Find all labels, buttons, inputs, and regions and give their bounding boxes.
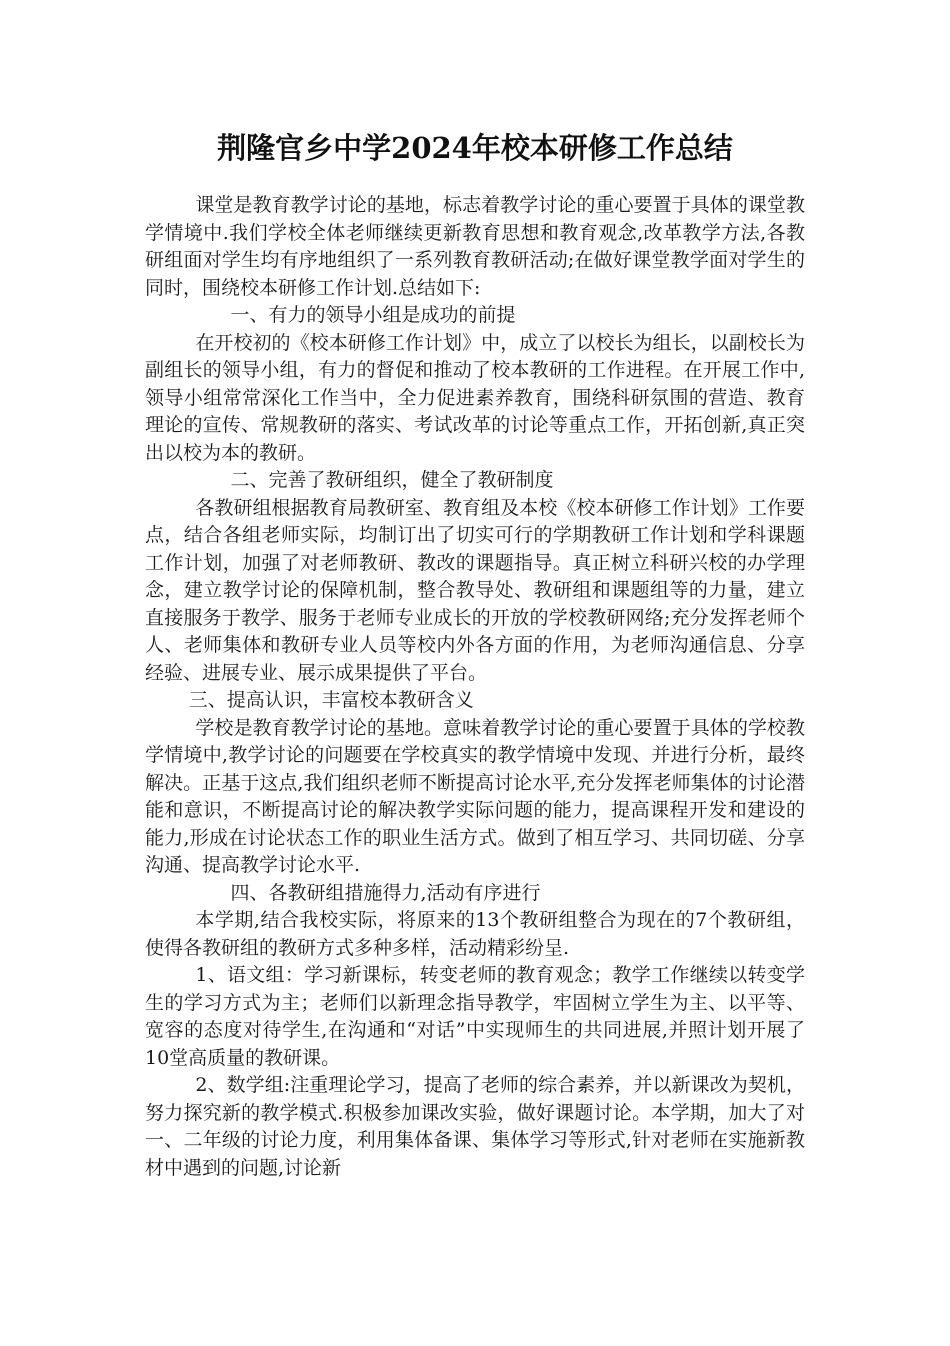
section-heading-1: 一、有力的领导小组是成功的前提 xyxy=(230,304,516,326)
document-body xyxy=(145,192,805,1182)
section-heading-4: 四、各教研组措施得力,活动有序进行 xyxy=(230,881,541,904)
paragraph-section-1: 在开校初的《校本研修工作计划》中，成立了以校长为组长，以副校长为副组长的领导小组，有力的督促和推动了校本教研的工作进程。在开展工作中,领导小组常常深化工作当中，全力促进素养教育，围绕科研氛围的营造、教育理论的宣传、常规教研的落实、考试改革的讨论等重点工作，开拓创新,真正突出以校为本的教研。 xyxy=(145,331,805,464)
document-title: 荆隆官乡中学2024年校本研修工作总结 xyxy=(217,131,733,165)
paragraph-section-4: 本学期,结合我校实际，将原来的13个教研组整合为现在的7个教研组，使得各教研组的教研方式多种多样，活动精彩纷呈. xyxy=(145,909,805,959)
paragraph-section-2: 各教研组根据教育局教研室、教育组及本校《校本研修工作计划》工作要点，结合各组老师实际，均制订出了切实可行的学期教研工作计划和学科课题工作计划，加强了对老师教研、教改的课题指导。真正树立科研兴校的办学理念，建立教学讨论的保障机制，整合教导处、教研组和课题组等的力量，建立直接服务于教学、服务于老师专业成长的开放的学校教研网络;充分发挥老师个人、老师集体和教研专业人员等校内外各方面的作用，为老师沟通信息、分享经验、进展专业、展示成果提供了平台。 xyxy=(145,496,805,684)
paragraph-intro: 课堂是教育教学讨论的基地，标志着教学讨论的重心要置于具体的课堂教学情境中.我们学校全体老师继续更新教育思想和教育观念,改革教学方法,各教研组面对学生均有序地组织了一系列教育教研活动;在做好课堂教学面对学生的同时，围绕校本研修工作计划.总结如下: xyxy=(145,194,805,299)
paragraph-math-group: 2、数学组:注重理论学习，提高了老师的综合素养，并以新课改为契机，努力探究新的教学模式.积极参加课改实验，做好课题讨论。本学期，加大了对一、二年级的讨论力度，利用集体备课、集体学习等形式,针对老师在实施新教材中遇到的问题,讨论新 xyxy=(145,1074,805,1179)
paragraph-section-3: 学校是教育教学讨论的基地。意味着教学讨论的重心要置于具体的学校教学情境中,教学讨论的问题要在学校真实的教学情境中发现、并进行分析，最终解决。正基于这点,我们组织老师不断提高讨论水平,充分发挥老师集体的讨论潜能和意识，不断提高讨论的解决教学实际问题的能力，提高课程开发和建设的能力,形成在讨论状态工作的职业生活方式。做到了相互学习、共同切磋、分享沟通、提高教学讨论水平. xyxy=(145,716,805,876)
section-heading-2: 二、完善了教研组织，健全了教研制度 xyxy=(230,469,554,491)
section-heading-3: 三、提高认识，丰富校本教研含义 xyxy=(188,689,474,711)
paragraph-chinese-group: 1、语文组：学习新课标，转变老师的教育观念；教学工作继续以转变学生的学习方式为主；老师们以新理念指导教学，牢固树立学生为主、以平等、宽容的态度对待学生,在沟通和“对话”中实现师生的共同进展,并照计划开展了10堂高质量的教研课。 xyxy=(145,964,805,1069)
